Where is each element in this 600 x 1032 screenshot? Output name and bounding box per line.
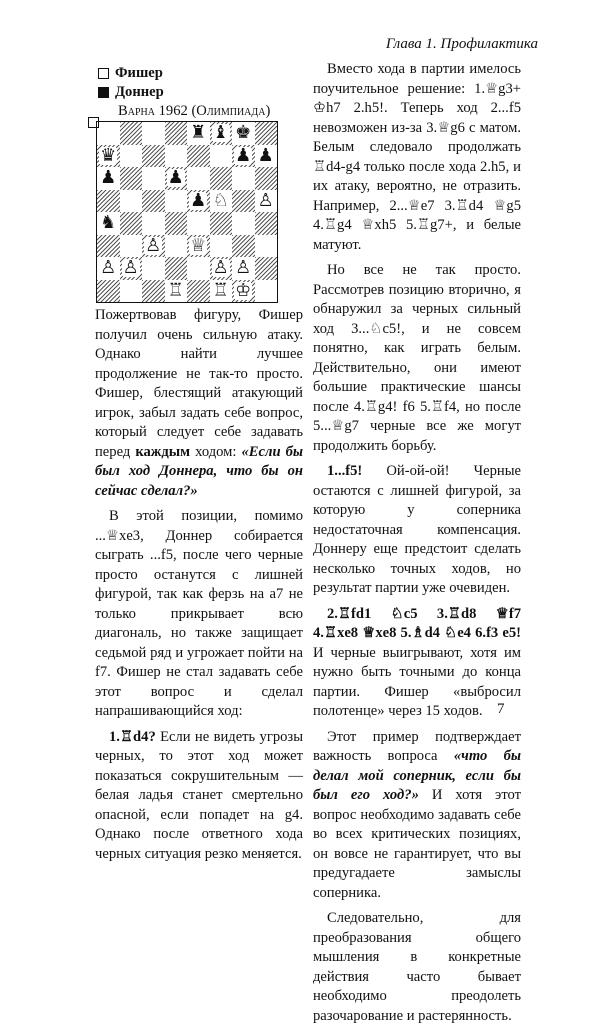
chess-piece-icon: ♟ xyxy=(257,144,274,166)
board-square xyxy=(210,257,233,280)
board-square xyxy=(97,167,120,190)
board-square xyxy=(165,235,188,258)
board-square xyxy=(210,280,233,303)
board-square xyxy=(232,190,255,213)
board-square xyxy=(255,212,278,235)
board-square xyxy=(142,190,165,213)
board-square xyxy=(120,145,143,168)
board-square xyxy=(120,280,143,303)
white-player-name: Фишер xyxy=(115,65,163,81)
white-square-icon xyxy=(98,68,109,79)
paragraph: В этой позиции, помимо ...♕xe3, Доннер собирается сыграть ...f5, после чего черные просто останутся с лишней фигурой, так как ферзь на a7 не только прикрывает всю диагональ, но также защищает седьмой ряд и угрожает пойти на f7. Фишер не стал задавать себе этот вопрос и сделал напрашивающийся ход: xyxy=(95,508,303,719)
board-square xyxy=(232,235,255,258)
board-square xyxy=(142,122,165,145)
paragraph: Пожертвовав фигуру, Фишер получил очень сильную атаку. Однако найти лучшее продолжение не так-то просто. Фишер, блестящий атакующий игрок, забыл задать себе вопрос, который следует себе задавать перед каждым ходом: «Если бы был ход Доннера, что бы он сейчас сделал?» xyxy=(95,307,303,499)
board-square xyxy=(165,167,188,190)
board-square xyxy=(255,235,278,258)
board-square xyxy=(120,212,143,235)
chess-piece-icon: ♔ xyxy=(235,279,252,301)
board-square xyxy=(165,145,188,168)
chess-piece-icon: ♙ xyxy=(257,189,274,211)
board-square xyxy=(210,145,233,168)
board-square xyxy=(142,280,165,303)
paragraph: Следовательно, для преобразования общего мышления в конкретные действия часто бывает необходимо преодолеть разочарование и растерянность. xyxy=(313,910,521,1024)
chess-piece-icon: ♙ xyxy=(212,257,229,279)
board-square xyxy=(165,122,188,145)
board-square xyxy=(210,190,233,213)
game-info xyxy=(98,64,270,121)
board-square xyxy=(97,145,120,168)
board-square xyxy=(232,122,255,145)
board-square xyxy=(97,235,120,258)
black-square-icon xyxy=(98,87,109,98)
board-square xyxy=(97,257,120,280)
black-player-row xyxy=(98,83,270,102)
chess-piece-icon: ♘ xyxy=(212,189,229,211)
board-square xyxy=(120,257,143,280)
chess-piece-icon: ♙ xyxy=(122,257,139,279)
chess-piece-icon: ♟ xyxy=(100,167,117,189)
chess-piece-icon: ♛ xyxy=(100,144,117,166)
board-square xyxy=(187,167,210,190)
board-square xyxy=(232,257,255,280)
chess-piece-icon: ♞ xyxy=(100,212,117,234)
left-column xyxy=(95,306,303,870)
board-square xyxy=(187,257,210,280)
board-square xyxy=(232,280,255,303)
board-square xyxy=(187,235,210,258)
black-player-name: Доннер xyxy=(115,84,164,100)
chess-piece-icon: ♚ xyxy=(235,122,252,144)
chess-piece-icon: ♟ xyxy=(235,144,252,166)
chess-piece-icon: ♙ xyxy=(235,257,252,279)
board-square xyxy=(210,122,233,145)
paragraph: 1.♖d4? Если не видеть угрозы черных, то этот ход может показаться сокрушительным — белая ладья станет смертельно опасной, если попадет на g4. Однако после ответного хода черных ситуация резко меняется. xyxy=(95,728,303,862)
board-square xyxy=(165,212,188,235)
white-player-row xyxy=(98,64,270,83)
board-square xyxy=(187,122,210,145)
paragraph: 1...f5! Ой-ой-ой! Черные остаются с лишней фигурой, за которую у соперника недостаточная компенсация. Доннеру еще предстоит сделать несколько точных ходов, но результат партии уже очевиден. xyxy=(313,463,521,596)
board-square xyxy=(210,167,233,190)
chess-piece-icon: ♖ xyxy=(167,279,184,301)
board-square xyxy=(142,235,165,258)
board-square xyxy=(210,212,233,235)
board-square xyxy=(142,145,165,168)
board-square xyxy=(255,280,278,303)
board-square xyxy=(120,190,143,213)
board-square xyxy=(232,212,255,235)
chess-piece-icon: ♕ xyxy=(190,234,207,256)
chess-piece-icon: ♟ xyxy=(190,189,207,211)
board-square xyxy=(255,257,278,280)
board-square xyxy=(232,167,255,190)
board-square xyxy=(255,167,278,190)
page-number: 7 xyxy=(497,701,505,717)
board-square xyxy=(255,122,278,145)
chess-piece-icon: ♖ xyxy=(212,279,229,301)
board-square xyxy=(187,212,210,235)
board-square xyxy=(187,145,210,168)
paragraph: Этот пример подтверждает важность вопроса «что бы делал мой соперник, если бы был его ход?» И хотя этот вопрос необходимо задавать себе во всех критических позициях, он вовсе не гарантирует, что вы предугадаете замыслы соперника. xyxy=(313,728,521,901)
paragraph: Но все не так просто. Рассмотрев позицию вторично, я обнаружил за черных сильный ход 3...♘c5!, и не совсем понятно, как играть белым. Действительно, они имеют большие практические шансы после 4.♖g4! f6 5.♖f4, но после 5...♕g7 черные все же могут продолжить борьбу. xyxy=(313,262,521,454)
board-square xyxy=(120,122,143,145)
board-square xyxy=(255,145,278,168)
board-square xyxy=(142,167,165,190)
board-square xyxy=(232,145,255,168)
chess-piece-icon: ♙ xyxy=(145,234,162,256)
board-square xyxy=(97,122,120,145)
board-square xyxy=(187,280,210,303)
board-square xyxy=(165,190,188,213)
board-square xyxy=(210,235,233,258)
chess-piece-icon: ♙ xyxy=(100,257,117,279)
board-square xyxy=(142,212,165,235)
right-column xyxy=(313,60,521,1032)
board-square xyxy=(120,235,143,258)
board-square xyxy=(165,257,188,280)
chapter-header: Глава 1. Профилактика xyxy=(385,36,538,52)
paragraph: Вместо хода в партии имелось поучительное решение: 1.♕g3+ ♔h7 2.h5!. Теперь ход 2...f5 невозможен из-за 3.♕g6 с матом. Белым следовало продолжать ♖d4-g4 только после хода 2.h5, и их атаку, вероятно, не отразить. Например, 2...♕e7 3.♖d4 ♕g5 4.♖g4 ♕xh5 5.♖g7+, и белые матуют. xyxy=(313,61,521,253)
chess-piece-icon: ♜ xyxy=(190,122,207,144)
board-square xyxy=(187,190,210,213)
chess-board xyxy=(96,121,278,303)
event-name: Варна 1962 (Олимпиада) xyxy=(118,103,271,119)
board-square xyxy=(97,212,120,235)
board-square xyxy=(120,167,143,190)
board-square xyxy=(97,190,120,213)
chess-piece-icon: ♟ xyxy=(167,167,184,189)
board-square xyxy=(165,280,188,303)
board-square xyxy=(142,257,165,280)
board-square xyxy=(255,190,278,213)
chess-piece-icon: ♝ xyxy=(212,122,229,144)
paragraph: 2.♖fd1 ♘c5 3.♖d8 ♕f7 4.♖xe8 ♕xe8 5.♗d4 ♘e4 6.f3 e5! И черные выигрывают, хотя им нужно быть точными до конца партии. Фишер «выбросил полотенце» через 15 ходов. xyxy=(313,605,521,719)
board-square xyxy=(97,280,120,303)
